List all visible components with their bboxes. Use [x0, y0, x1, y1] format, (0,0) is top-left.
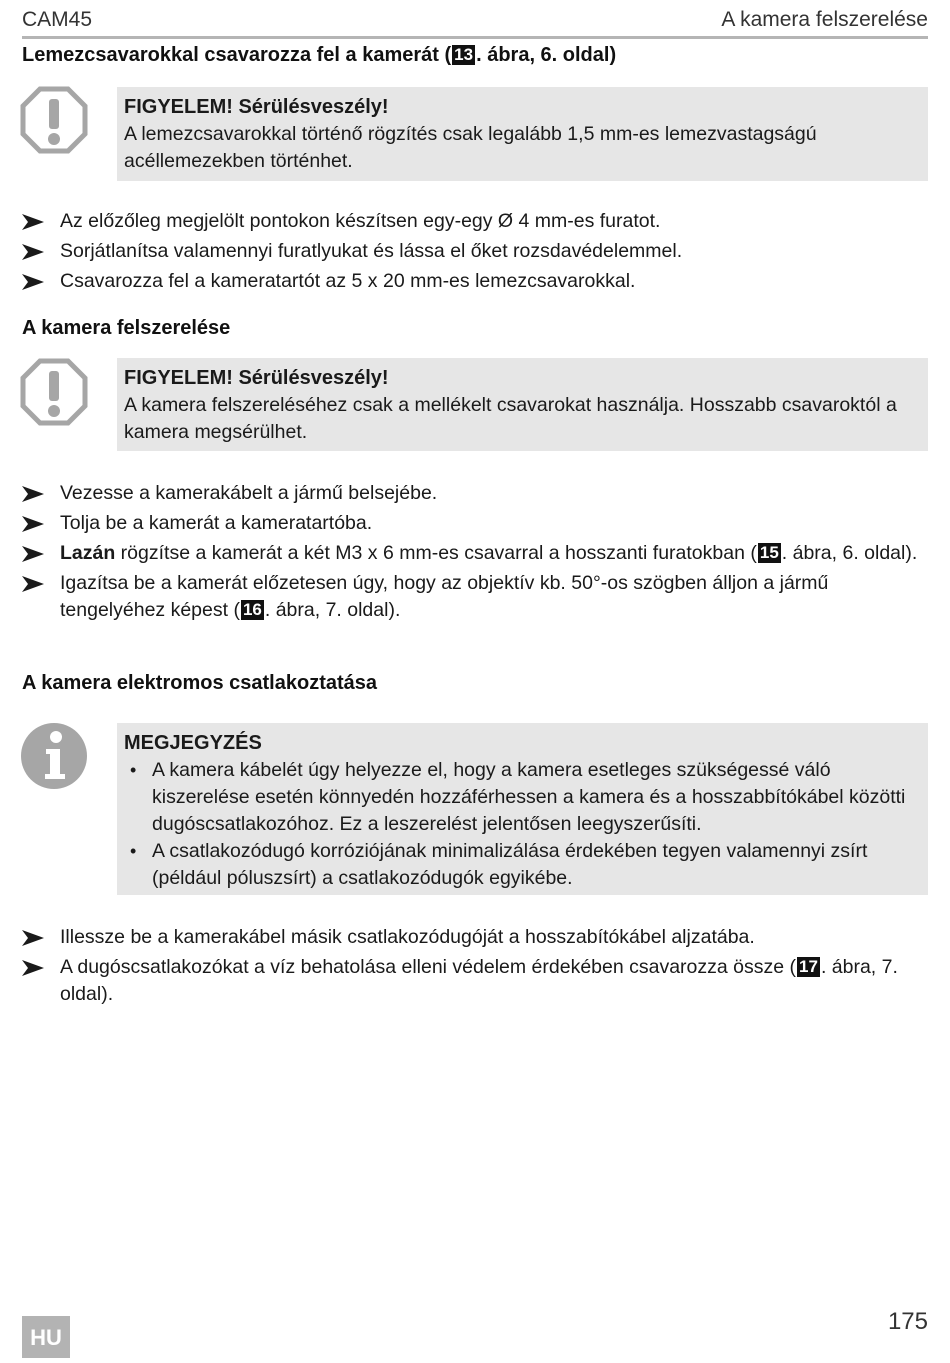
figure-ref-13: 13	[454, 45, 474, 64]
step-item	[22, 540, 928, 567]
step-item	[22, 480, 928, 507]
note-bullet	[124, 838, 920, 892]
step-text: Az előzőleg megjelölt pontokon készítsen egy-egy Ø 4 mm-es furatot.	[60, 210, 661, 232]
arrowhead-icon	[22, 960, 44, 976]
step-text: Vezesse a kamerakábelt a jármű belsejébe.	[60, 482, 438, 504]
step-text-suffix: . ábra, 6. oldal).	[781, 542, 918, 564]
section-title-screwing	[22, 44, 616, 67]
warning-heading: FIGYELEM! Sérülésveszély!	[124, 96, 389, 118]
note-bullet-text: A csatlakozódugó korróziójának minimalizálása érdekében tegyen valamennyi zsírt (például póluszsírt) a csatlakozódugók egyikébe.	[152, 840, 868, 889]
arrowhead-icon	[22, 930, 44, 946]
figure-ref-15: 15	[759, 543, 779, 562]
note-bullet-list	[124, 757, 920, 892]
warning-icon	[20, 358, 88, 426]
warning-text: A kamera felszereléséhez csak a mellékelt csavarokat használja. Hosszabb csavaroktól a kamera megsérülhet.	[124, 394, 897, 443]
page-number: 175	[887, 1308, 928, 1335]
step-item	[22, 208, 928, 235]
step-item	[22, 924, 928, 951]
arrowhead-icon	[22, 486, 44, 502]
header-section: A kamera felszerelése	[721, 8, 928, 31]
note-box	[117, 723, 928, 895]
step-item	[22, 268, 928, 295]
step-list	[22, 924, 928, 1011]
step-text: A dugóscsatlakozókat a víz behatolása elleni védelem érdekében csavarozza össze (	[60, 956, 797, 978]
step-item	[22, 570, 928, 624]
arrowhead-icon	[22, 274, 44, 290]
figure-ref-17: 17	[799, 957, 818, 976]
note-heading: MEGJEGYZÉS	[124, 732, 262, 754]
note-bullet-text: A kamera kábelét úgy helyezze el, hogy a kamera esetleges szükségessé váló kiszerelése esetén könnyedén hozzáférhessen a kamera és a hosszabbítókábel közötti dugóscsatlakozóhoz. Ez a leszerelést jelentősen leegyszerűsíti.	[152, 759, 906, 835]
warning-icon	[20, 86, 88, 154]
figure-ref-16: 16	[242, 600, 262, 619]
step-text: Tolja be a kamerát a kameratartóba.	[60, 512, 373, 534]
step-list	[22, 208, 928, 298]
step-list	[22, 480, 928, 627]
step-text: Illessze be a kamerakábel másik csatlakozódugóját a hosszabítókábel aljzatába.	[60, 926, 755, 948]
section-title-text: Lemezcsavarokkal csavarozza fel a kamerát (	[22, 44, 452, 66]
step-item	[22, 238, 928, 265]
section-title-suffix: . ábra, 6. oldal)	[476, 44, 617, 66]
bullet-symbol: •	[130, 760, 137, 780]
step-text: Sorjátlanítsa valamennyi furatlyukat és lássa el őket rozsdavédelemmel.	[60, 240, 683, 262]
section-title-electrical: A kamera elektromos csatlakoztatása	[22, 672, 377, 694]
warning-heading: FIGYELEM! Sérülésveszély!	[124, 367, 389, 389]
note-bullet	[124, 757, 920, 838]
page-header	[22, 6, 928, 39]
arrowhead-icon	[22, 516, 44, 532]
step-text-suffix: . ábra, 7. oldal).	[60, 956, 898, 1005]
arrowhead-icon	[22, 576, 44, 592]
section-title-mounting: A kamera felszerelése	[22, 317, 231, 339]
info-icon	[20, 722, 88, 790]
step-item	[22, 954, 928, 1008]
bullet-symbol: •	[130, 841, 137, 861]
step-text-suffix: . ábra, 7. oldal).	[264, 599, 401, 621]
header-model: CAM45	[22, 8, 93, 31]
warning-box	[117, 87, 928, 181]
arrowhead-icon	[22, 214, 44, 230]
step-text: rögzítse a kamerát a két M3 x 6 mm-es csavarral a hosszanti furatokban (	[115, 542, 757, 564]
language-badge: HU	[22, 1316, 70, 1358]
step-item	[22, 510, 928, 537]
arrowhead-icon	[22, 546, 44, 562]
step-emphasis: Lazán	[60, 542, 116, 564]
warning-box	[117, 358, 928, 451]
step-text: Igazítsa be a kamerát előzetesen úgy, hogy az objektív kb. 50°-os szögben álljon a jármű tengelyéhez képest (	[60, 572, 829, 621]
warning-text: A lemezcsavarokkal történő rögzítés csak legalább 1,5 mm-es lemezvastagságú acéllemezekben történhet.	[124, 123, 817, 172]
step-text: Csavarozza fel a kameratartót az 5 x 20 mm-es lemezcsavarokkal.	[60, 270, 636, 292]
arrowhead-icon	[22, 244, 44, 260]
